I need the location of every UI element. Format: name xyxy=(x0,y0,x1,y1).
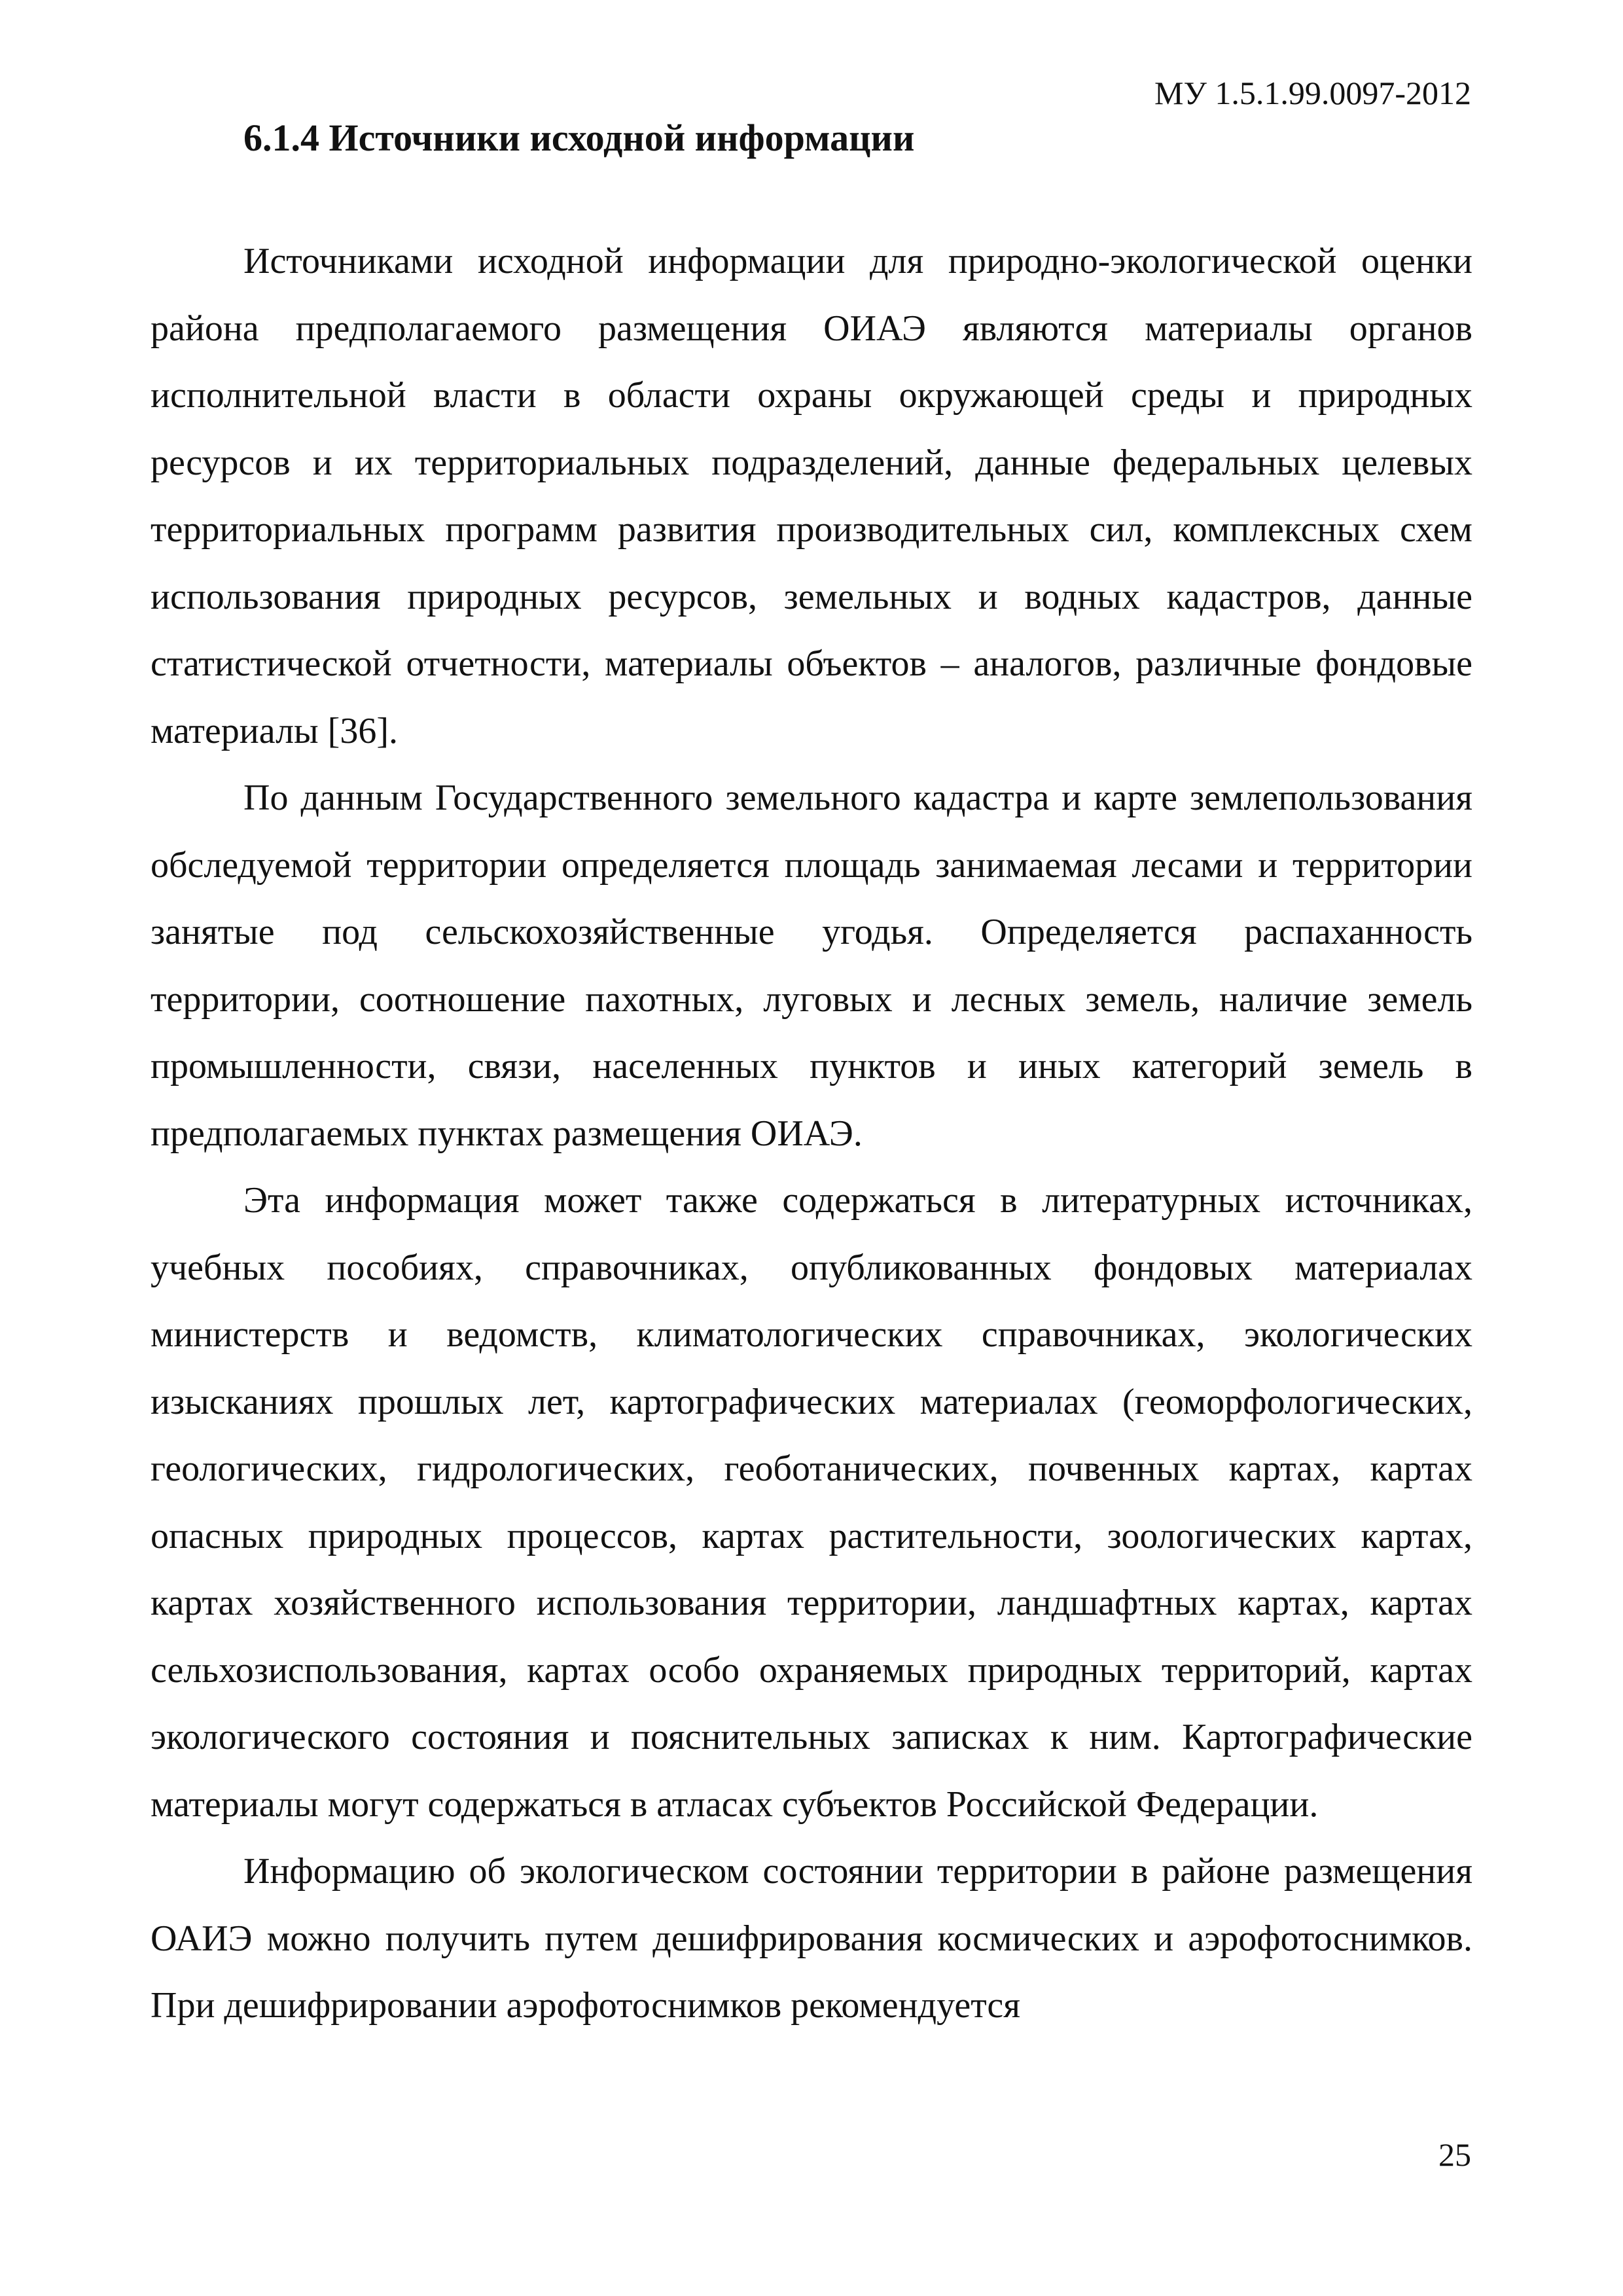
document-code: МУ 1.5.1.99.0097-2012 xyxy=(1154,75,1471,111)
paragraph-land-cadastre: По данным Государственного земельного кадастра и карте землепользования обследуемой территории определяется площадь занимаемая лесами и территории занятые под сельскохозяйственные угодья. Определяется распаханность территории, соотношение пахотных, луговых и лесных земель, наличие земель промышленности, связи, населенных пунктов и иных категорий земель в предполагаемых пунктах размещения ОИАЭ. xyxy=(151,778,1472,1154)
section-title: 6.1.4 Источники исходной информации xyxy=(243,117,915,159)
paragraph-literature-sources: Эта информация может также содержаться в литературных источниках, учебных пособиях, справочниках, опубликованных фондовых материалах министерств и ведомств, климатологических справочниках, экологических изысканиях прошлых лет, картографических материалах (геоморфологических, геологических, гидрологических, геоботанических, почвенных картах, картах опасных природных процессов, картах растительности, зоологических картах, картах хозяйственного использования территории, ландшафтных картах, картах сельхозиспользования, картах особо охраняемых природных территорий, картах экологического состояния и пояснительных записках к ним. Картографические материалы могут содержаться в атласах субъектов Российской Федерации. xyxy=(151,1180,1472,1825)
paragraph-image-decoding: Информацию об экологическом состоянии территории в районе размещения ОАИЭ можно получить путем дешифрирования космических и аэрофотоснимков. При дешифрировании аэрофотоснимков рекомендуется xyxy=(151,1851,1472,2026)
body-text xyxy=(151,228,1472,2039)
page-number: 25 xyxy=(1438,2136,1471,2173)
paragraph-sources: Источниками исходной информации для природно-экологической оценки района предполагаемого размещения ОИАЭ являются материалы органов исполнительной власти в области охраны окружающей среды и природных ресурсов и их территориальных подразделений, данные федеральных целевых территориальных программ развития производительных сил, комплексных схем использования природных ресурсов, земельных и водных кадастров, данные статистической отчетности, материалы объектов – аналогов, различные фондовые материалы [36]. xyxy=(151,241,1472,751)
